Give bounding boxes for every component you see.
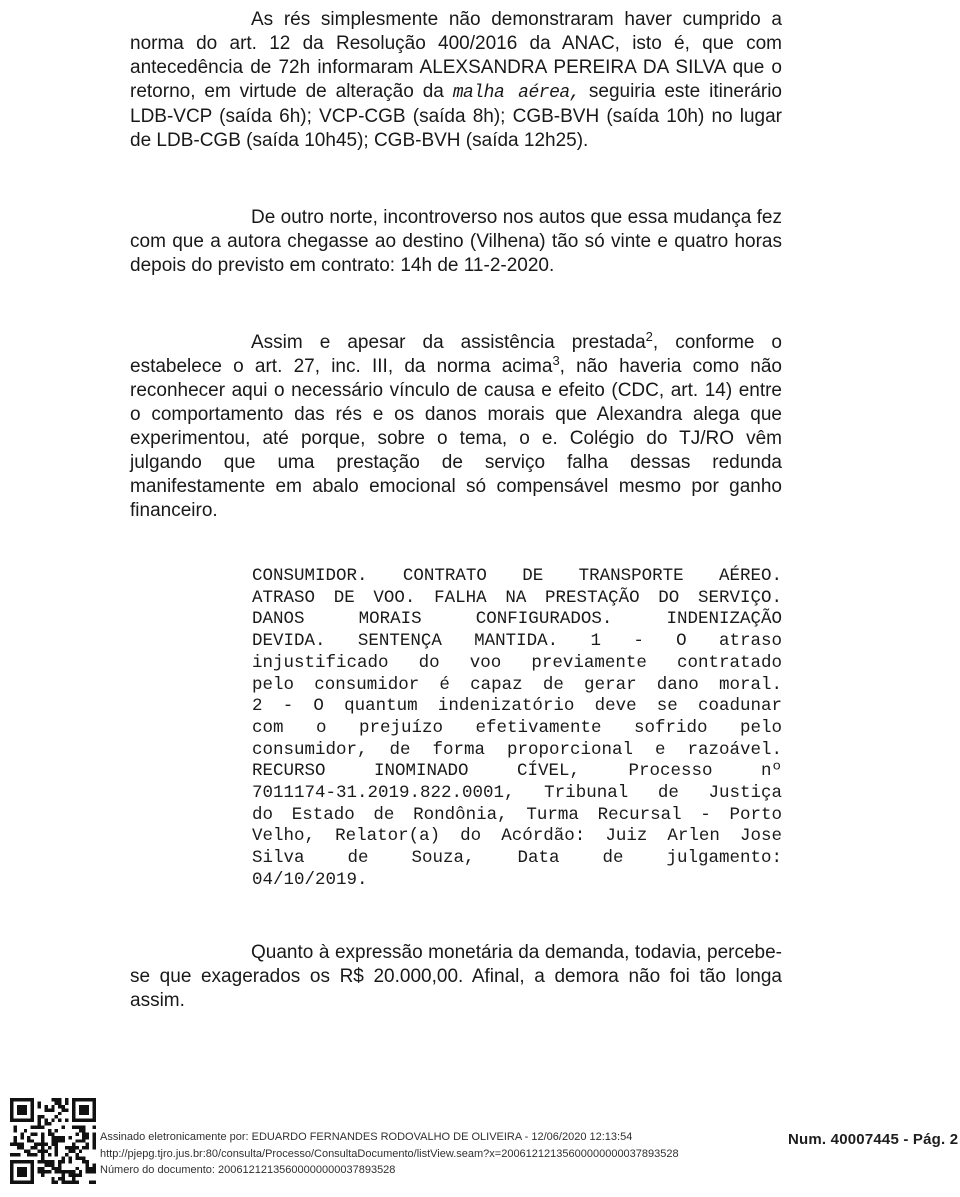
document-body [130, 8, 782, 1013]
italic-term-malha-aerea: malha aérea, [452, 83, 580, 103]
paragraph-3-text-continued: , conforme o estabelece o art. 27, inc. III, da norma acima [130, 332, 782, 377]
quote-line: DANOS MORAIS CONFIGURADOS. INDENIZAÇÃO [252, 609, 782, 630]
paragraph-3-text: Assim e apesar da assistência prestada [251, 332, 646, 353]
document-number: Número do documento: 20061212135600000000037893528 [100, 1164, 396, 1176]
footnote-ref-2: 2 [645, 329, 653, 344]
quote-line: 04/10/2019. [252, 869, 368, 890]
qr-code-icon [10, 1098, 96, 1184]
signature-line: Assinado eletronicamente por: EDUARDO FERNANDES RODOVALHO DE OLIVEIRA - 12/06/2020 12:13:54 [100, 1131, 633, 1143]
quote-line: pelo consumidor é capaz de gerar dano moral. [252, 674, 782, 695]
quote-line: DEVIDA. SENTENÇA MANTIDA. 1 - O atraso [252, 631, 782, 652]
quote-line: RECURSO INOMINADO CÍVEL, Processo nº [252, 761, 782, 782]
quote-line: CONSUMIDOR. CONTRATO DE TRANSPORTE AÉREO. [252, 566, 782, 586]
quote-line: do Estado de Rondônia, Turma Recursal - Porto [252, 804, 782, 825]
paragraph-4: Quanto à expressão monetária da demanda, todavia, percebe-se que exagerados os R$ 20.000,00. Afinal, a demora não foi tão longa assim. [130, 941, 782, 1011]
paragraph-3-text-end: , não haveria como não reconhecer aqui o necessário vínculo de causa e efeito (CDC, art. 14) entre o comportamento das rés e os danos morais que Alexandra alega que experimentou, até porque, sobre o tema, o e. Colégio do TJ/RO vêm julgando que uma prestação de serviço falha dessas redunda manifestamente em abalo emocional só compensável mesmo por ganho financeiro. [130, 356, 782, 521]
footnote-ref-3: 3 [552, 353, 560, 368]
quote-line: 2 - O quantum indenizatório deve se coadunar [252, 696, 782, 717]
paragraph-1 [130, 8, 782, 153]
quote-line: consumidor, de forma proporcional e razoável. [252, 739, 782, 760]
signature-stamp [100, 1129, 679, 1179]
quote-line: Velho, Relator(a) do Acórdão: Juiz Arlen Jose [252, 826, 782, 847]
case-citation-quote [252, 566, 782, 892]
paragraph-1-text: As rés simplesmente não demonstraram haver cumprido a norma do art. 12 da Resolução 400/2016 da ANAC, isto é, que com antecedência de 72h informaram ALEXSANDRA PEREIRA DA SILVA que o retorno, em virtude de alteração da [130, 9, 782, 102]
paragraph-1-text-continued: seguiria este itinerário LDB-VCP (saída 6h); VCP-CGB (saída 8h); CGB-BVH (saída 10h) no lugar de LDB-CGB (saída 10h45); CGB-BVH (saída 12h25). [130, 81, 782, 151]
page-number-label: Num. 40007445 - Pág. 2 [788, 1131, 959, 1148]
quote-line: 7011174-31.2019.822.0001, Tribunal de Justiça [252, 783, 782, 804]
quote-line: injustificado do voo previamente contratado [252, 652, 782, 673]
quote-line: com o prejuízo efetivamente sofrido pelo [252, 717, 782, 738]
quote-line: ATRASO DE VOO. FALHA NA PRESTAÇÃO DO SERVIÇO. [252, 587, 782, 608]
paragraph-2: De outro norte, incontroverso nos autos que essa mudança fez com que a autora chegasse ao destino (Vilhena) tão só vinte e quatro horas depois do previsto em contrato: 14h de 11-2-2020. [130, 207, 782, 276]
verification-url: http://pjepg.tjro.jus.br:80/consulta/Processo/ConsultaDocumento/listView.seam?x=20061212135600000000037893528 [100, 1147, 679, 1160]
quote-line: Silva de Souza, Data de julgamento: [252, 848, 782, 869]
paragraph-3 [130, 331, 782, 523]
